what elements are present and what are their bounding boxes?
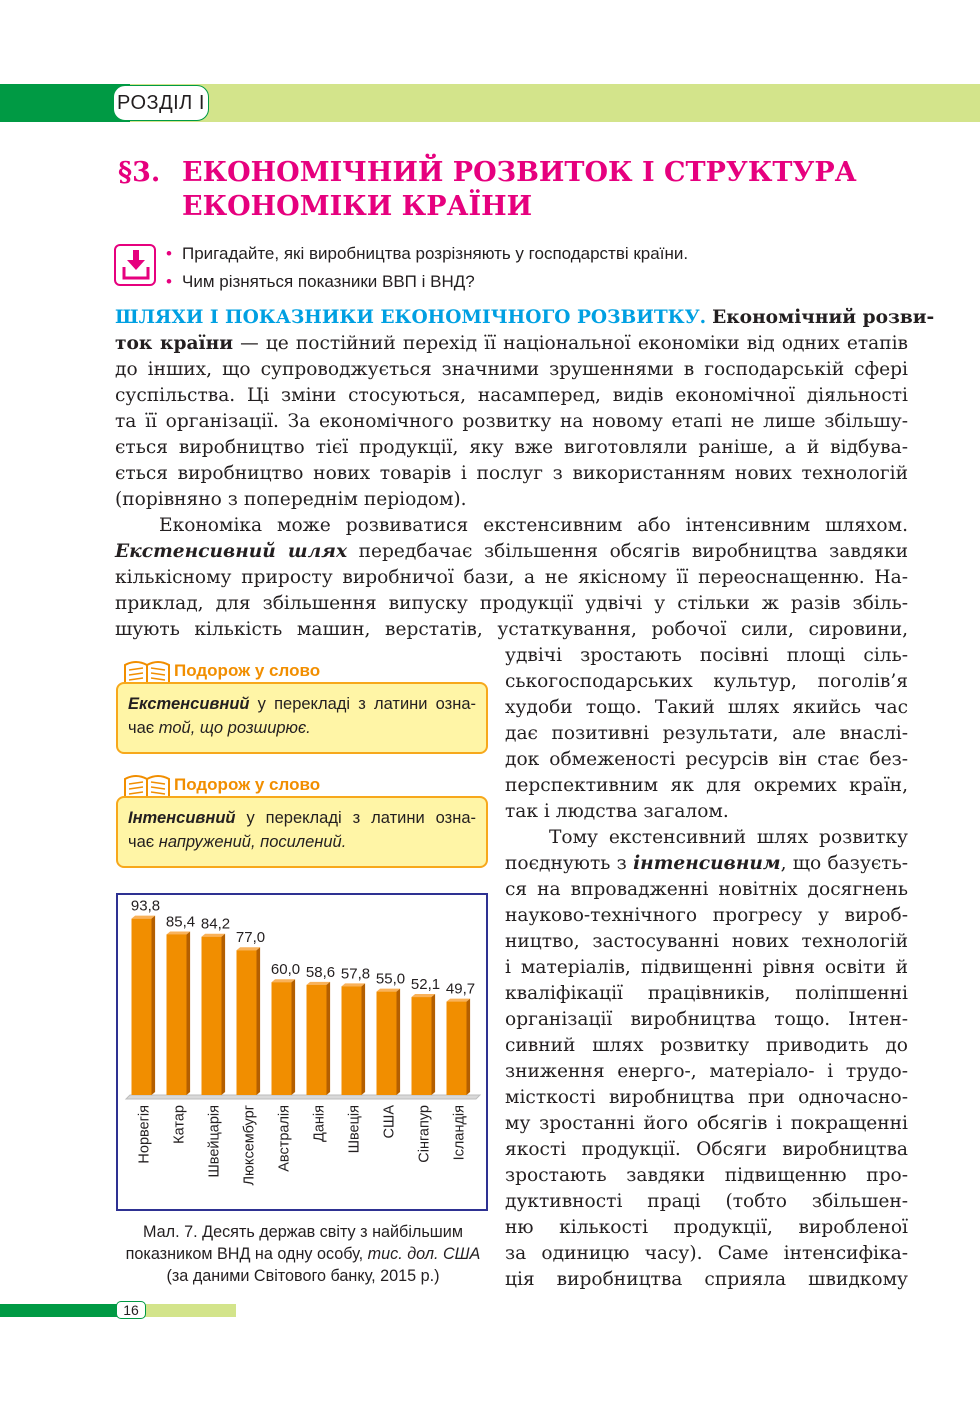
chart-bar (377, 989, 401, 1095)
category-label: Катар (171, 1105, 188, 1144)
category-label: Норвегія (136, 1105, 153, 1164)
chart-canvas (118, 895, 486, 1209)
chart-bar (412, 994, 436, 1095)
category-label: Ісландія (451, 1105, 468, 1161)
title-line-2: ЕКОНОМІКИ КРАЇНИ (182, 191, 533, 222)
bar-value-label: 77,0 (235, 929, 266, 947)
chart-bar (447, 999, 471, 1095)
chart-bar (307, 982, 331, 1095)
chart-bar (272, 979, 296, 1095)
intro-paragraph: ШЛЯХИ І ПОКАЗНИКИ ЕКОНОМІЧНОГО РОЗВИТКУ. Економічний розви- ток країни — це постійний перехід її національної економіки від одних етапів до інших, що супроводжується значними зрушеннями в господарській сфері суспільства. Ці зміни стосуються, насамперед, видів економічної діяльності та її організації. За економічного розвитку на новому етапі не лише збільшу- ється виробництво тієї продукції, яку вже виготовляли раніше, а й відбува- ється виробництво нових товарів і послуг з використанням нових технологій (порівняно з попереднім періодом). (115, 307, 935, 510)
right-column-paragraph-1: удвічі зростають посівні площі сіль- ськогосподарських культур, поголів’я худоби тощо. Такий шлях якийсь час дає позитивні результати, але внаслі- док обмеженості ресурсів він стає без- перспективним як для окремих країн, так і людства загалом. (505, 645, 908, 822)
section-label: РОЗДІЛ І (113, 85, 209, 121)
chart-bar (202, 934, 226, 1095)
gni-bar-chart (116, 893, 488, 1211)
bar-value-label: 49,7 (445, 980, 476, 998)
question-item: • Пригадайте, які виробництва розрізняють у господарстві країни. (166, 244, 689, 263)
bar-value-label: 57,8 (340, 965, 371, 983)
category-label: США (381, 1105, 398, 1139)
extensive-paragraph: Економіка може розвиватися екстенсивним або інтенсивним шляхом. Екстенсивний шлях передбачає збільшення обсягів виробництва завдяки кількісному приросту виробничої бази, а не якісному її переоснащенню. На- приклад, для збільшення випуску продукції удвічі у стільки ж разів збіль- шують кількість машин, верстатів, устаткування, робочої сили, сировини, (115, 515, 909, 640)
word-journey-label: Подорож у слово (174, 661, 321, 680)
figure-caption: Мал. 7. Десять держав світу з найбільшим показником ВНД на одну особу, тис. дол. США (за даними Світового банку, 2015 р.) (125, 1223, 481, 1285)
page-number: 16 (116, 1301, 146, 1319)
footer-band-accent (0, 1304, 118, 1317)
chart-bar (342, 983, 366, 1095)
word-journey-box-2: Інтенсивний у перекладі з латини озна- чає напружений, посилений. (116, 796, 488, 868)
term-extensive: Екстенсивний шлях (115, 541, 348, 562)
bar-value-label: 84,2 (200, 915, 231, 933)
word-journey-label: Подорож у слово (174, 775, 321, 794)
word-journey-box-1: Екстенсивний у перекладі з латини озна- чає той, що розширює. (116, 682, 488, 754)
category-label: Сінгапур (416, 1105, 433, 1163)
paragraph-number: §3. (118, 157, 161, 188)
chart-bar (167, 931, 191, 1095)
chart-floor (126, 1095, 480, 1099)
header-band-accent (0, 84, 130, 122)
category-label: Швеція (346, 1105, 363, 1154)
bar-value-label: 60,0 (270, 961, 301, 979)
term-economic-development: Економічний розви- (712, 307, 935, 328)
category-label: Швейцарія (206, 1105, 223, 1178)
category-label: Данія (311, 1105, 328, 1142)
chart-bar (132, 916, 156, 1095)
category-label: Люксембург (241, 1105, 258, 1186)
chart-bar (237, 947, 261, 1095)
bar-value-label: 55,0 (375, 970, 406, 988)
bar-value-label: 85,4 (165, 913, 196, 931)
question-item: • Чим різняться показники ВВП і ВНД? (166, 272, 475, 291)
term-intensive: інтенсивним (633, 853, 781, 874)
recall-download-icon (114, 244, 156, 286)
category-label: Австралія (276, 1105, 293, 1172)
bar-value-label: 58,6 (305, 963, 336, 981)
title-line-1: ЕКОНОМІЧНИЙ РОЗВИТОК І СТРУКТУРА (182, 157, 857, 188)
right-column-paragraph-2: Тому екстенсивний шлях розвитку поєднують з інтенсивним, що базуєть- ся на впровадженні новітніх досягнень науково-технічного прогресу у вироб- ництво, застосуванні нових технологій і матеріалів, підвищенні рівня освіти й кваліфікації працівників, поліпшенні організації виробництва тощо. Інтен- сивний шлях розвитку приводить до зниження енерго-, матеріало- і трудо- місткості виробництва при одночасно- му зростанні його обсягів і покращенні якості продукції. Обсяги виробництва зростають завдяки підвищенню про- дуктивності праці (тобто збільшен- ню кількості продукції, виробленої за одиницю часу). Саме інтенсифіка- ція виробництва сприяла швидкому (505, 827, 908, 1290)
bar-value-label: 93,8 (130, 897, 161, 915)
bar-value-label: 52,1 (410, 976, 441, 994)
recall-questions (166, 240, 688, 296)
subsection-heading: ШЛЯХИ І ПОКАЗНИКИ ЕКОНОМІЧНОГО РОЗВИТКУ. (115, 307, 707, 328)
